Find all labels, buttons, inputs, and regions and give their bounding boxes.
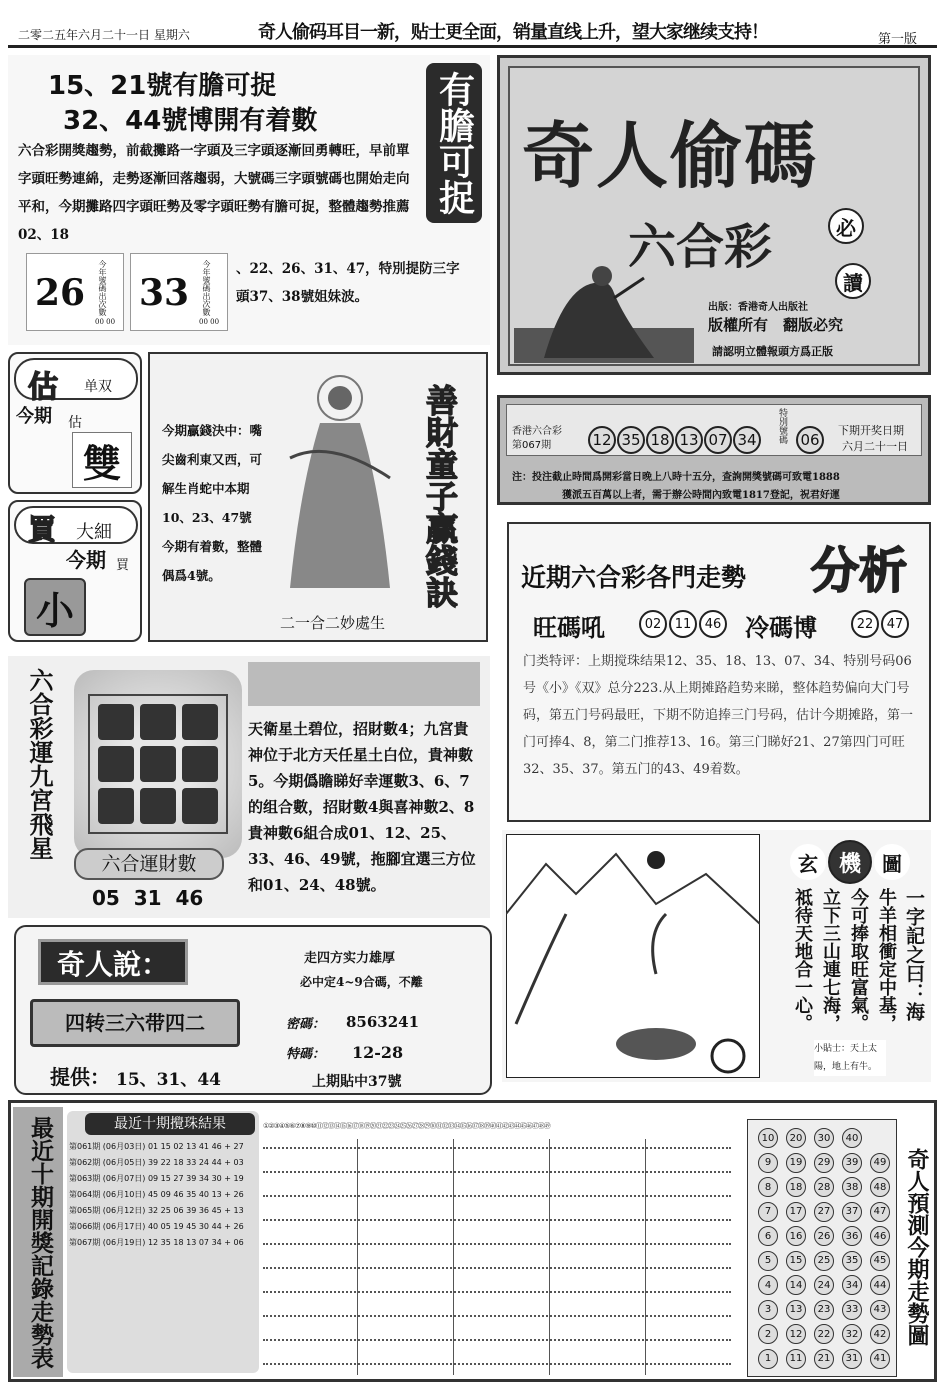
predict-number-ball: 22	[814, 1324, 834, 1344]
result-ball: 13	[675, 426, 703, 454]
trend-box	[507, 522, 931, 822]
qiren-provide: 15、31、44	[116, 1070, 221, 1090]
trend-heading: 近期六合彩各門走勢	[521, 563, 747, 592]
buy-answer: 小	[24, 578, 86, 636]
results-notice2: 獲派五百萬以上者，需于辦公時間內致電1817登記，祝君好運	[562, 490, 840, 501]
predict-number-ball: 17	[786, 1202, 806, 1222]
predict-number-ball: 32	[842, 1324, 862, 1344]
hot-ball: 11	[669, 610, 697, 638]
result-special-ball: 06	[796, 426, 824, 454]
predict-number-ball: 6	[758, 1226, 778, 1246]
trend-cold	[851, 610, 909, 638]
predict-number-ball: 28	[814, 1177, 834, 1197]
count-right-number: 33	[139, 272, 190, 314]
predict-number-ball: 11	[786, 1349, 806, 1369]
history-box	[8, 1100, 937, 1382]
result-ball: 34	[733, 426, 761, 454]
result-ball: 12	[588, 426, 616, 454]
predict-number-ball: 18	[786, 1177, 806, 1197]
history-row: 第062期 (06月05日) 39 22 18 33 24 44 + 03	[69, 1158, 244, 1167]
headline-tag: 有膽可捉	[426, 63, 482, 223]
result-ball: 07	[704, 426, 732, 454]
history-trend-grid	[263, 1139, 731, 1375]
predict-number-ball: 31	[842, 1349, 862, 1369]
predict-number-ball: 37	[842, 1202, 862, 1222]
results-label1: 香港六合彩	[512, 426, 562, 437]
fortune-box	[148, 352, 488, 642]
history-panel	[67, 1111, 259, 1373]
title-must1: 必	[828, 208, 864, 244]
buy-suffix: 買	[116, 558, 130, 573]
predict-number-ball: 9	[758, 1153, 778, 1173]
trend-heading-big: 分析	[811, 543, 908, 599]
predict-panel	[747, 1119, 897, 1377]
predict-number-ball: 47	[870, 1202, 890, 1222]
predict-number-ball: 38	[842, 1177, 862, 1197]
predict-number-ball: 1	[758, 1349, 778, 1369]
predict-number-ball: 5	[758, 1251, 778, 1271]
count-right-sub: 00 00	[199, 318, 220, 326]
headline-body1: 六合彩開獎趨勢，前截攤路一字頭及三字頭逐漸回勇轉旺，早前單字頭旺勢連綿，走勢逐漸回落趨弱，大號碼三字頭號碼也開始走向平和，今期攤路四字頭旺勢及零字頭旺勢有膽可捉，整體趨勢推薦02、18	[18, 143, 410, 243]
predict-number-ball: 29	[814, 1153, 834, 1173]
history-row: 第067期 (06月19日) 12 35 18 13 07 34 + 06	[69, 1238, 244, 1247]
predict-number-ball: 7	[758, 1202, 778, 1222]
predict-number-ball: 14	[786, 1275, 806, 1295]
poem-line: 一字記之曰：海	[903, 888, 925, 1021]
guess-period: 今期	[16, 406, 52, 427]
qiren-title: 奇人說：	[38, 939, 188, 985]
result-ball: 35	[617, 426, 645, 454]
buy-title: 買	[28, 513, 57, 546]
predict-number-ball: 19	[786, 1153, 806, 1173]
nine-palace-box	[8, 656, 490, 918]
mystic-t2: 機	[828, 840, 872, 884]
results-label2: 第067期	[512, 440, 552, 451]
mystic-poem	[784, 888, 926, 1032]
predict-number-ball: 8	[758, 1177, 778, 1197]
poem-line: 祗待天地合一心。	[792, 888, 813, 1032]
title-sub: 六合彩	[628, 219, 773, 275]
mystic-box	[502, 830, 931, 1082]
predict-number-ball: 45	[870, 1251, 890, 1271]
predict-number-ball: 48	[870, 1177, 890, 1197]
buy-box	[8, 500, 142, 642]
qiren-secret: 8563241	[346, 1013, 420, 1031]
poem-line: 立下三山連七海，	[820, 888, 841, 1032]
poem-line: 今可捧取旺富氣。	[848, 888, 869, 1032]
nine-palace-body: 天衛星土碧位，招財數4；九宮貴神位于北方天任星土白位，貴神數5。今期僞瞻睇好幸運數3、6、7的组合數，招財數4與喜神數2、8貴神數6組合成01、12、25、33、46、49號，拖腳宜選三方位和01、24、48號。	[248, 720, 476, 894]
predict-number-ball: 41	[870, 1349, 890, 1369]
predict-number-ball: 33	[842, 1300, 862, 1320]
predict-number-ball: 36	[842, 1226, 862, 1246]
results-notice1: 注：投注截止時間爲開彩當日晚上八時十五分，查詢開獎號碼可致電1888	[512, 472, 840, 483]
hot-ball: 02	[639, 610, 667, 638]
history-row: 第065期 (06月12日) 32 25 06 39 36 45 + 13	[69, 1206, 244, 1215]
title-main: 奇人偷碼	[522, 114, 819, 198]
predict-number-ball: 21	[814, 1349, 834, 1369]
palace-diagram	[74, 670, 242, 858]
header-slogan: 奇人偷码耳目一新，贴士更全面，销量直线上升，望大家继续支持！	[258, 22, 768, 43]
predict-number-ball: 3	[758, 1300, 778, 1320]
predict-number-ball: 2	[758, 1324, 778, 1344]
qiren-secret-label: 密碼：	[286, 1017, 326, 1032]
hot-ball: 46	[699, 610, 727, 638]
mystic-t1: 玄	[790, 844, 826, 880]
qiren-provide-label: 提供：	[50, 1065, 110, 1089]
nine-palace-title: 六合彩運九宮飛星	[25, 668, 54, 860]
fortune-caption: 二一合二妙處生	[280, 614, 386, 632]
history-side-title: 最近十期開獎記錄走勢表	[13, 1107, 63, 1377]
child-illustration	[270, 368, 430, 608]
sage-illustration	[514, 248, 694, 363]
predict-number-ball: 24	[814, 1275, 834, 1295]
results-next1: 下期开奖日期	[838, 424, 904, 437]
predict-number-ball: 15	[786, 1251, 806, 1271]
title-publisher: 出版：香港奇人出版社	[708, 302, 808, 313]
predict-number-ball: 44	[870, 1275, 890, 1295]
results-strip	[497, 395, 931, 505]
history-row: 第063期 (06月07日) 09 15 27 39 34 30 + 19	[69, 1174, 244, 1183]
title-copyright: 版權所有 翻版必究	[708, 316, 844, 334]
mystic-hint: 小貼士：天上太陽，地上有牛。	[814, 1040, 886, 1076]
cold-ball: 22	[851, 610, 879, 638]
predict-number-ball: 40	[842, 1128, 862, 1148]
predict-number-ball: 16	[786, 1226, 806, 1246]
trend-hot-label: 旺碼吼	[533, 613, 605, 642]
predict-number-ball: 30	[814, 1128, 834, 1148]
buy-period: 今期	[66, 548, 106, 572]
header-edition: 第一版	[878, 32, 918, 47]
history-row: 第066期 (06月17日) 40 05 19 45 30 44 + 26	[69, 1222, 244, 1231]
history-row: 第061期 (06月03日) 01 15 02 13 41 46 + 27	[69, 1142, 244, 1151]
count-left-number: 26	[35, 272, 86, 314]
predict-number-ball: 46	[870, 1226, 890, 1246]
predict-title: 奇人預測今期走勢圖	[904, 1148, 930, 1346]
guess-box	[8, 352, 142, 494]
predict-number-ball: 20	[786, 1128, 806, 1148]
title-block	[497, 55, 931, 375]
mystic-t3: 圖	[874, 844, 910, 880]
count-left-sub: 00 00	[95, 318, 116, 326]
title-must2: 讀	[835, 263, 871, 299]
qiren-last: 上期貼中37號	[312, 1074, 402, 1090]
results-special-label: 特別號碼	[777, 408, 787, 444]
qiren-special: 12-28	[352, 1043, 404, 1062]
predict-number-ball: 12	[786, 1324, 806, 1344]
guess-answer: 雙	[72, 432, 132, 488]
cold-ball: 47	[881, 610, 909, 638]
header-bar	[8, 8, 937, 48]
headline-line1: 15、21號有膽可捉	[48, 71, 277, 101]
predict-number-ball: 25	[814, 1251, 834, 1271]
trend-cold-label: 冷碼博	[745, 613, 817, 642]
predict-number-ball: 35	[842, 1251, 862, 1271]
history-row: 第064期 (06月10日) 45 09 46 35 40 13 + 26	[69, 1190, 244, 1199]
trend-body: 门类特评：上期搅珠结果12、35、18、13、07、34、特别号码06号《小》《双》总分223.从上期摊路趋势来睇，整体趋势偏向大门号码，第五门号码最旺，下期不防追捧三门号码，估计今期摊路，第一门可捧4、8，第二门推荐13、16。第三门睇好21、27第四门可旺32、35、37。第五门的43、49着数。	[523, 654, 914, 777]
predict-number-ball: 34	[842, 1275, 862, 1295]
fortune-text: 今期贏錢決中：嘴尖齒利東又西，可解生肖蛇中本期10、23、47號今期有着數，整體偶爲4號。	[162, 423, 263, 583]
header-date: 二零二五年六月二十一日 星期六	[18, 28, 190, 42]
buy-title-sub: 大細	[76, 522, 112, 543]
count-right	[130, 253, 228, 331]
headline-box	[8, 55, 490, 345]
result-ball: 18	[646, 426, 674, 454]
count-left-label: 今年號碼出次數	[98, 260, 107, 316]
predict-number-ball: 27	[814, 1202, 834, 1222]
predict-number-ball: 4	[758, 1275, 778, 1295]
history-title: 最近十期攪珠結果	[85, 1113, 255, 1135]
headline-body2: 、22、26、31、47，特別提防三字頭37、38號姐妹波。	[236, 261, 460, 305]
qiren-special-label: 特碼：	[286, 1047, 326, 1062]
predict-number-ball: 43	[870, 1300, 890, 1320]
headline-line2: 32、44號博開有着數	[63, 106, 318, 136]
trend-hot	[639, 610, 727, 638]
predict-number-ball: 49	[870, 1153, 890, 1173]
landscape-illustration	[506, 834, 760, 1078]
qiren-line1: 走四方实力雄厚	[304, 951, 396, 966]
predict-number-ball: 26	[814, 1226, 834, 1246]
title-note: 請認明立體報頭方爲正版	[712, 345, 833, 358]
predict-number-ball: 39	[842, 1153, 862, 1173]
predict-grid	[752, 1126, 896, 1374]
qiren-line2: 必中定4~9合碼，不離	[300, 975, 423, 989]
history-number-header: ①②③④⑤⑥⑦⑧⑨⑩⑪⑫⑬⑭⑮⑯⑰⑱⑲⑳㉑㉒㉓㉔㉕㉖㉗㉘㉙㉚㉛㉜㉝㉞㉟㊱㊲㊳㊴㊵㊶㊷㊸㊹㊺㊻㊼㊽㊾	[263, 1122, 550, 1130]
guess-title-sub: 单双	[84, 379, 112, 395]
qiren-box	[14, 925, 492, 1095]
predict-number-ball: 23	[814, 1300, 834, 1320]
nine-palace-caption: 六合運財數	[74, 848, 224, 880]
results-balls	[588, 426, 761, 454]
fortune-title: 善財童子贏錢訣	[421, 384, 459, 608]
qiren-phrase: 四转三六带四二	[30, 999, 240, 1047]
count-right-label: 今年號碼出次數	[202, 260, 211, 316]
buy-title-pill	[14, 506, 138, 544]
predict-number-ball: 10	[758, 1128, 778, 1148]
results-next2: 六月二十一日	[842, 440, 908, 453]
count-left	[26, 253, 124, 331]
guess-suffix: 估	[68, 415, 82, 431]
poem-line: 牛羊相衝定中基，	[876, 888, 897, 1032]
predict-number-ball: 13	[786, 1300, 806, 1320]
guess-title: 估	[28, 370, 58, 405]
nine-palace-numbers: 05 31 46	[92, 886, 204, 910]
guess-title-pill	[14, 358, 138, 405]
predict-number-ball: 42	[870, 1324, 890, 1344]
